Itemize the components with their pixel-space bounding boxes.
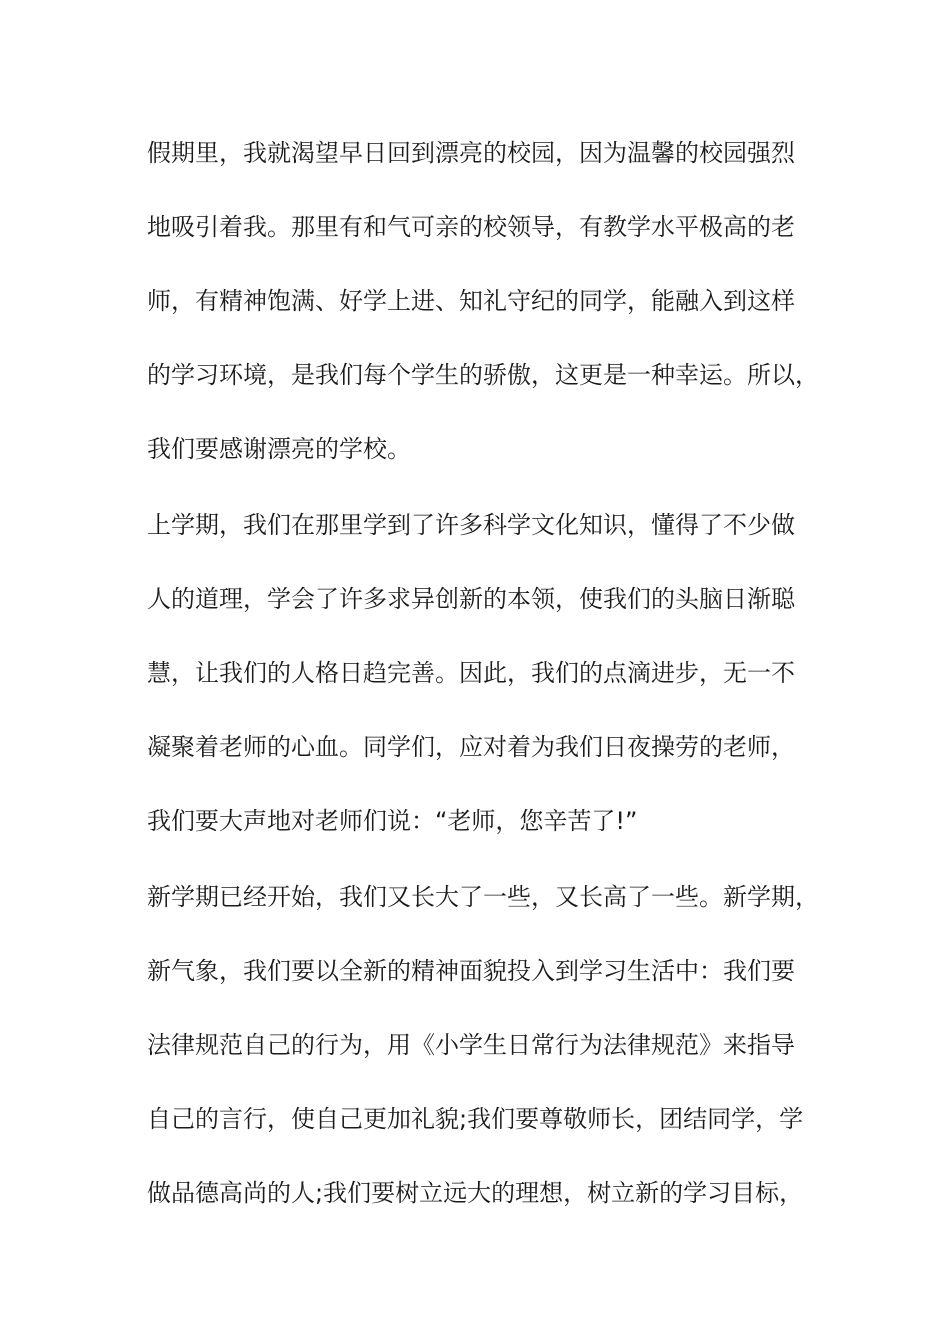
text-line: 自己的言行，使自己更加礼貌;我们要尊敬师长，团结同学，学: [147, 1105, 804, 1133]
text-line: 凝聚着老师的心血。同学们，应对着为我们日夜操劳的老师，: [147, 733, 795, 761]
text-line: 做品德高尚的人;我们要树立远大的理想，树立新的学习目标，: [147, 1179, 804, 1207]
text-line: 我们要大声地对老师们说：“老师，您辛苦了!”: [147, 807, 638, 835]
text-line: 师，有精神饱满、好学上进、知礼守纪的同学，能融入到这样: [147, 287, 795, 315]
text-line: 人的道理，学会了许多求异创新的本领，使我们的头脑日渐聪: [147, 585, 795, 613]
text-line: 的学习环境，是我们每个学生的骄傲，这更是一种幸运。所以，: [147, 361, 819, 389]
text-line: 慧，让我们的人格日趋完善。因此，我们的点滴进步，无一不: [147, 659, 795, 687]
text-line: 法律规范自己的行为，用《小学生日常行为法律规范》来指导: [147, 1031, 795, 1059]
text-line: 假期里，我就渴望早日回到漂亮的校园，因为温馨的校园强烈: [147, 139, 795, 167]
text-line: 新气象，我们要以全新的精神面貌投入到学习生活中：我们要: [147, 957, 795, 985]
text-line: 新学期已经开始，我们又长大了一些，又长高了一些。新学期，: [147, 883, 819, 911]
text-line: 地吸引着我。那里有和气可亲的校领导，有教学水平极高的老: [147, 213, 795, 241]
text-line: 上学期，我们在那里学到了许多科学文化知识，懂得了不少做: [147, 511, 795, 539]
text-line: 我们要感谢漂亮的学校。: [147, 435, 411, 463]
